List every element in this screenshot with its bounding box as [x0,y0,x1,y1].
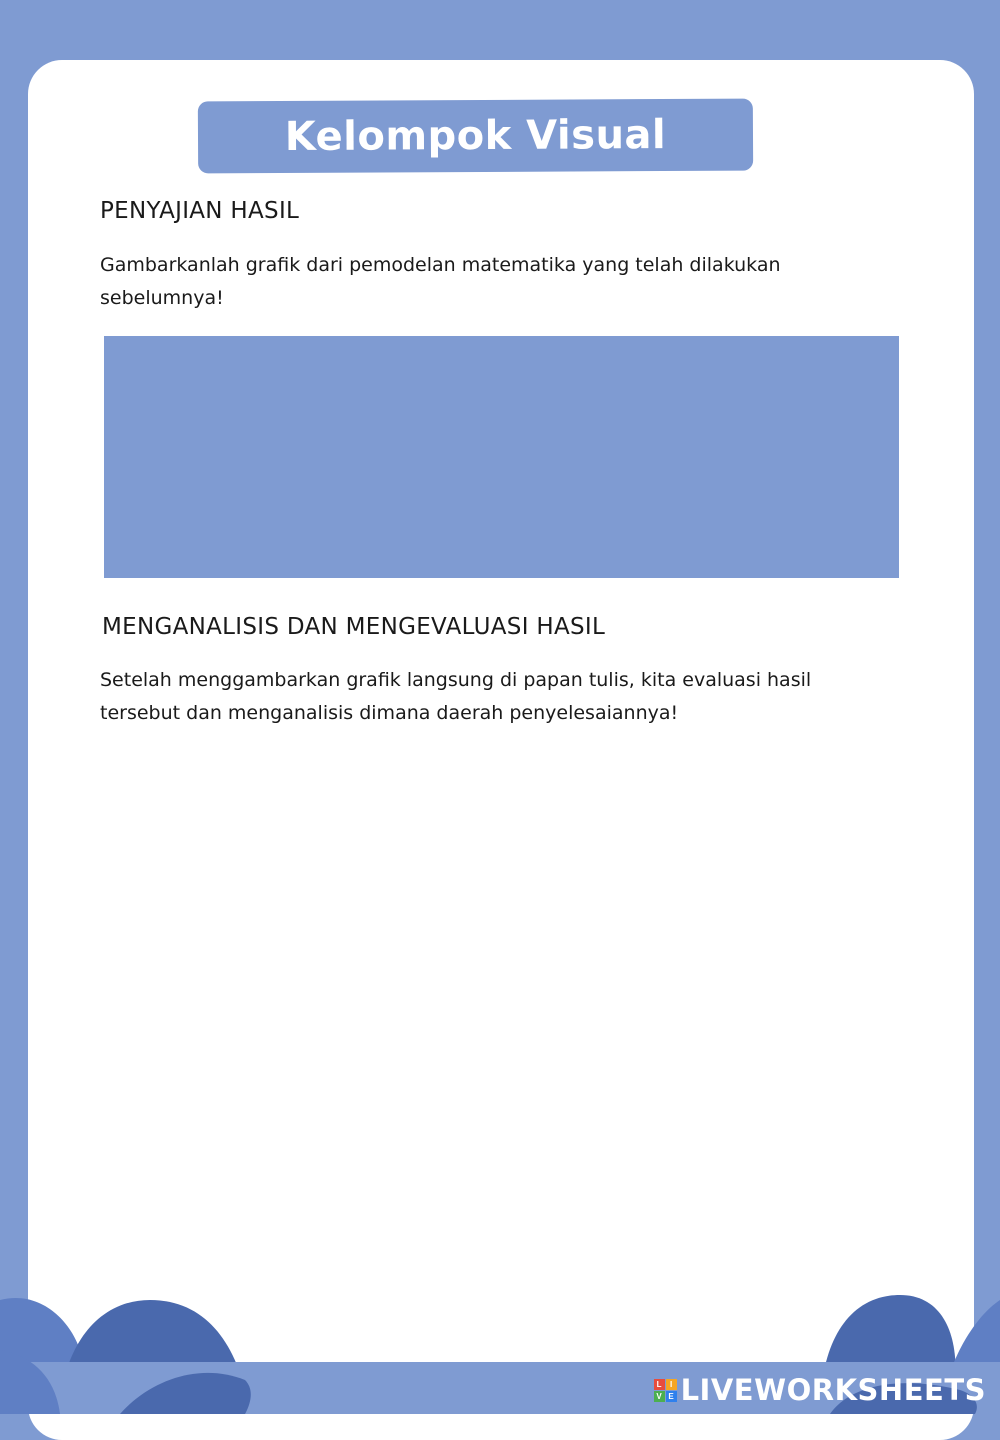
graph-answer-box[interactable] [104,336,899,578]
analysis-instruction-line-1: Setelah menggambarkan grafik langsung di papan tulis, kita evaluasi hasil [100,669,812,691]
presentation-instruction-line-2: sebelumnya! [100,287,224,309]
presentation-instruction-line-1: Gambarkanlah grafik dari pemodelan matematika yang telah dilakukan [100,254,781,276]
presentation-instruction [100,249,880,315]
page-title: Kelompok Visual [284,112,667,160]
liveworksheets-brand [654,1372,986,1408]
section-heading-presentation: PENYAJIAN HASIL [100,198,300,224]
analysis-instruction-line-2: tersebut dan menganalisis dimana daerah penyelesaiannya! [100,702,679,724]
section-heading-analysis: MENGANALISIS DAN MENGEVALUASI HASIL [102,614,606,640]
logo-letter-v: V [654,1391,665,1402]
title-banner [198,99,753,174]
logo-letter-e: E [666,1391,677,1402]
liveworksheets-logo-icon [654,1379,677,1402]
analysis-instruction [100,664,880,730]
logo-letter-l: L [654,1379,665,1390]
brand-name: LIVEWORKSHEETS [680,1373,986,1407]
logo-letter-i: I [666,1379,677,1390]
